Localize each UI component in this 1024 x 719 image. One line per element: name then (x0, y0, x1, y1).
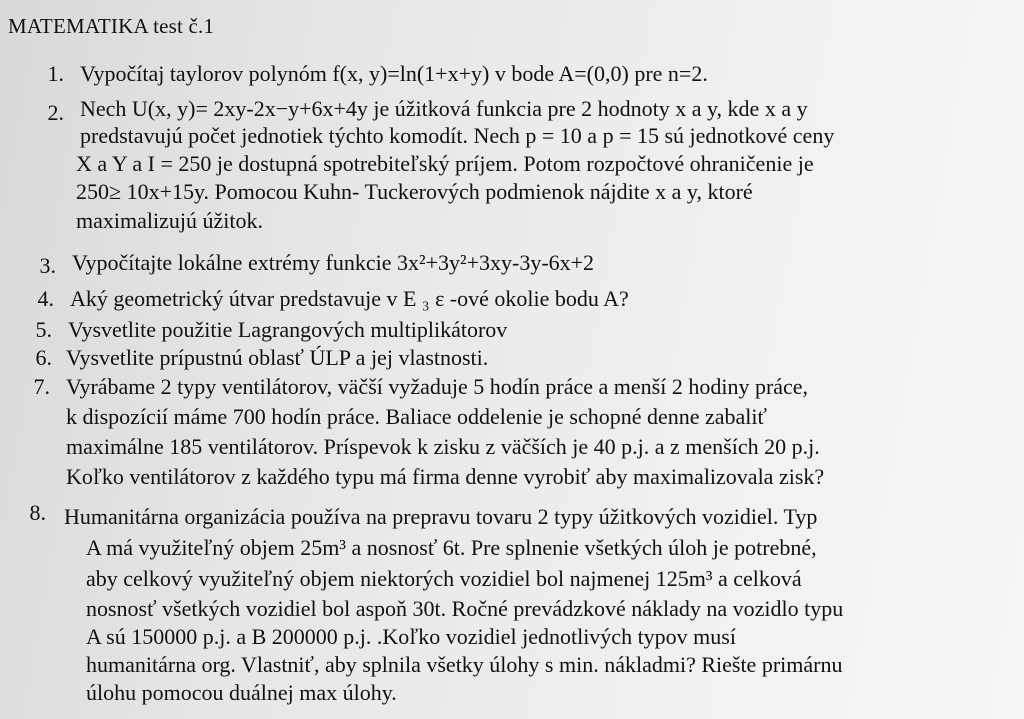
question-text-line: Vypočítajte lokálne extrémy funkcie 3x²+3y²+3xy-3y-6x+2 (72, 250, 595, 275)
question-number: 1. (47, 61, 64, 86)
page-title: MATEMATIKA test č.1 (8, 14, 215, 38)
question-number: 7. (33, 374, 50, 399)
question-text-line: Vyrábame 2 typy ventilátorov, väčší vyžaduje 5 hodín práce a menší 2 hodiny práce, (66, 374, 809, 399)
question-text-line: X a Y a I = 250 je dostupná spotrebiteľský príjem. Potom rozpočtové ohraničenie je (76, 151, 814, 176)
question-number: 2. (47, 100, 64, 125)
question-text-line: A má využiteľný objem 25m³ a nosnosť 6t. Pre splnenie všetkých úloh je potrebné, (86, 535, 817, 560)
question-text-line: nosnosť všetkých vozidiel bol aspoň 30t. Ročné prevádzkové náklady na vozidlo typu (86, 596, 844, 621)
question-text-line: Vysvetlite použitie Lagrangových multiplikátorov (68, 317, 508, 342)
question-number: 4. (37, 286, 54, 311)
question-number: 3. (39, 253, 56, 278)
question-number: 6. (35, 345, 52, 370)
question-text-line: Nech U(x, y)= 2xy-2x−y+6x+4y je úžitková funkcia pre 2 hodnoty x a y, kde x a y (80, 96, 808, 121)
question-text-line: Aký geometrický útvar predstavuje v E ₃ ε -ové okolie bodu A? (70, 286, 629, 311)
question-text-line: Vysvetlite prípustnú oblasť ÚLP a jej vlastnosti. (66, 345, 489, 370)
question-text-line: úlohu pomocou duálnej max úlohy. (86, 680, 397, 705)
question-text-line: Vypočítaj taylorov polynóm f(x, y)=ln(1+x+y) v bode A=(0,0) pre n=2. (80, 61, 708, 86)
question-text-line: aby celkový využiteľný objem niektorých vozidiel bol najmenej 125m³ a celková (86, 566, 802, 591)
question-text-line: 250≥ 10x+15y. Pomocou Kuhn- Tuckerových podmienok nájdite x a y, ktoré (76, 179, 753, 204)
question-text-line: A sú 150000 p.j. a B 200000 p.j. .Koľko vozidiel jednotlivých typov musí (86, 624, 736, 649)
question-text-line: Humanitárna organizácia používa na prepravu tovaru 2 typy úžitkových vozidiel. Typ (64, 504, 818, 529)
question-text-line: k dispozícií máme 700 hodín práce. Baliace oddelenie je schopné denne zabaliť (66, 404, 767, 429)
question-number: 8. (29, 500, 46, 525)
question-text-line: Koľko ventilátorov z každého typu má firma denne vyrobiť aby maximalizovala zisk? (66, 464, 825, 489)
question-text-line: maximalizujú úžitok. (76, 208, 263, 233)
question-text-line: maximálne 185 ventilátorov. Príspevok k zisku z väčších je 40 p.j. a z menších 20 p.j. (66, 434, 820, 459)
question-number: 5. (35, 317, 52, 342)
question-text-line: predstavujú počet jednotiek týchto komodít. Nech p = 10 a p = 15 sú jednotkové ceny (80, 123, 835, 148)
question-text-line: humanitárna org. Vlastniť, aby splnila všetky úlohy s min. nákladmi? Riešte primárnu (86, 652, 843, 677)
